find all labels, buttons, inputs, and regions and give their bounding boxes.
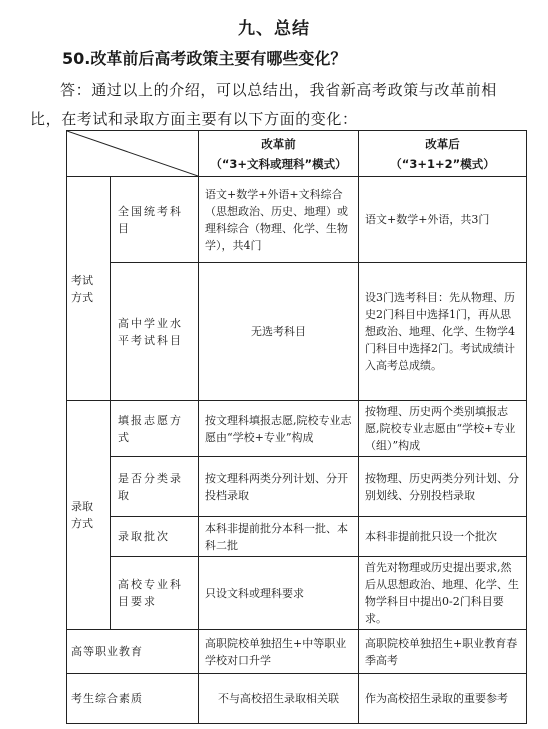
answer-intro-line-2: 比，在考试和录取方面主要有以下方面的变化： xyxy=(30,110,358,128)
row-label: 高校专业科目要求 xyxy=(111,557,199,630)
row-label: 全国统考科目 xyxy=(111,177,199,263)
row-label: 高中学业水平考试科目 xyxy=(111,263,199,401)
header-before xyxy=(199,131,359,177)
policy-comparison-table xyxy=(66,130,527,724)
row-label: 是否分类录取 xyxy=(111,457,199,517)
row-label: 录取批次 xyxy=(111,517,199,557)
table-row xyxy=(67,263,527,401)
before-cell: 按文理科两类分列计划、分开投档录取 xyxy=(199,457,359,517)
before-cell: 语文+数学+外语+文科综合（思想政治、历史、地理）或理科综合（物理、化学、生物学），共4门 xyxy=(199,177,359,263)
table-row xyxy=(67,557,527,630)
after-cell: 首先对物理或历史提出要求,然后从思想政治、地理、化学、生物学科目中提出0-2门科目要求。 xyxy=(359,557,527,630)
row-label-quality: 考生综合素质 xyxy=(67,674,199,724)
question-title: 50.改革前后高考政策主要有哪些变化？ xyxy=(62,49,347,68)
after-cell: 按物理、历史两类分列计划、分别划线、分别投档录取 xyxy=(359,457,527,517)
before-cell: 只设文科或理科要求 xyxy=(199,557,359,630)
section-heading: 九、总结 xyxy=(238,19,310,39)
header-after-title: 改革后 xyxy=(425,136,460,151)
table-row xyxy=(67,457,527,517)
diagonal-line xyxy=(67,131,198,176)
before-cell: 无选考科目 xyxy=(199,263,359,401)
header-before-mode: （“3+文科或理科”模式） xyxy=(210,156,347,171)
before-cell: 高职院校单独招生+中等职业学校对口升学 xyxy=(199,630,359,674)
after-cell: 作为高校招生录取的重要参考 xyxy=(359,674,527,724)
answer-intro xyxy=(30,76,530,134)
table-row xyxy=(67,630,527,674)
diagonal-header-cell xyxy=(67,131,199,177)
table-row xyxy=(67,674,527,724)
after-cell: 高职院校单独招生+职业教育春季高考 xyxy=(359,630,527,674)
table-row xyxy=(67,517,527,557)
category-admission: 录取 方式 xyxy=(67,401,111,630)
after-cell: 按物理、历史两个类别填报志愿,院校专业志愿由“学校+专业（组）”构成 xyxy=(359,401,527,457)
header-before-title: 改革前 xyxy=(261,136,296,151)
header-after-mode: （“3+1+2”模式） xyxy=(390,156,495,171)
before-cell: 本科非提前批分本科一批、本科二批 xyxy=(199,517,359,557)
row-label: 填报志愿方式 xyxy=(111,401,199,457)
before-cell: 按文理科填报志愿,院校专业志愿由“学校+专业”构成 xyxy=(199,401,359,457)
after-cell: 本科非提前批只设一个批次 xyxy=(359,517,527,557)
table-row xyxy=(67,177,527,263)
before-cell: 不与高校招生录取相关联 xyxy=(199,674,359,724)
table-row xyxy=(67,401,527,457)
after-cell: 语文+数学+外语，共3门 xyxy=(359,177,527,263)
row-label-vocational: 高等职业教育 xyxy=(67,630,199,674)
after-cell: 设3门选考科目：先从物理、历史2门科目中选择1门，再从思想政治、地理、化学、生物学4门科目中选择2门。考试成绩计入高考总成绩。 xyxy=(359,263,527,401)
table-header-row xyxy=(67,131,527,177)
header-after xyxy=(359,131,527,177)
answer-intro-line-1: 答：通过以上的介绍，可以总结出，我省新高考政策与改革前相 xyxy=(60,81,497,99)
category-exam: 考试 方式 xyxy=(67,177,111,401)
